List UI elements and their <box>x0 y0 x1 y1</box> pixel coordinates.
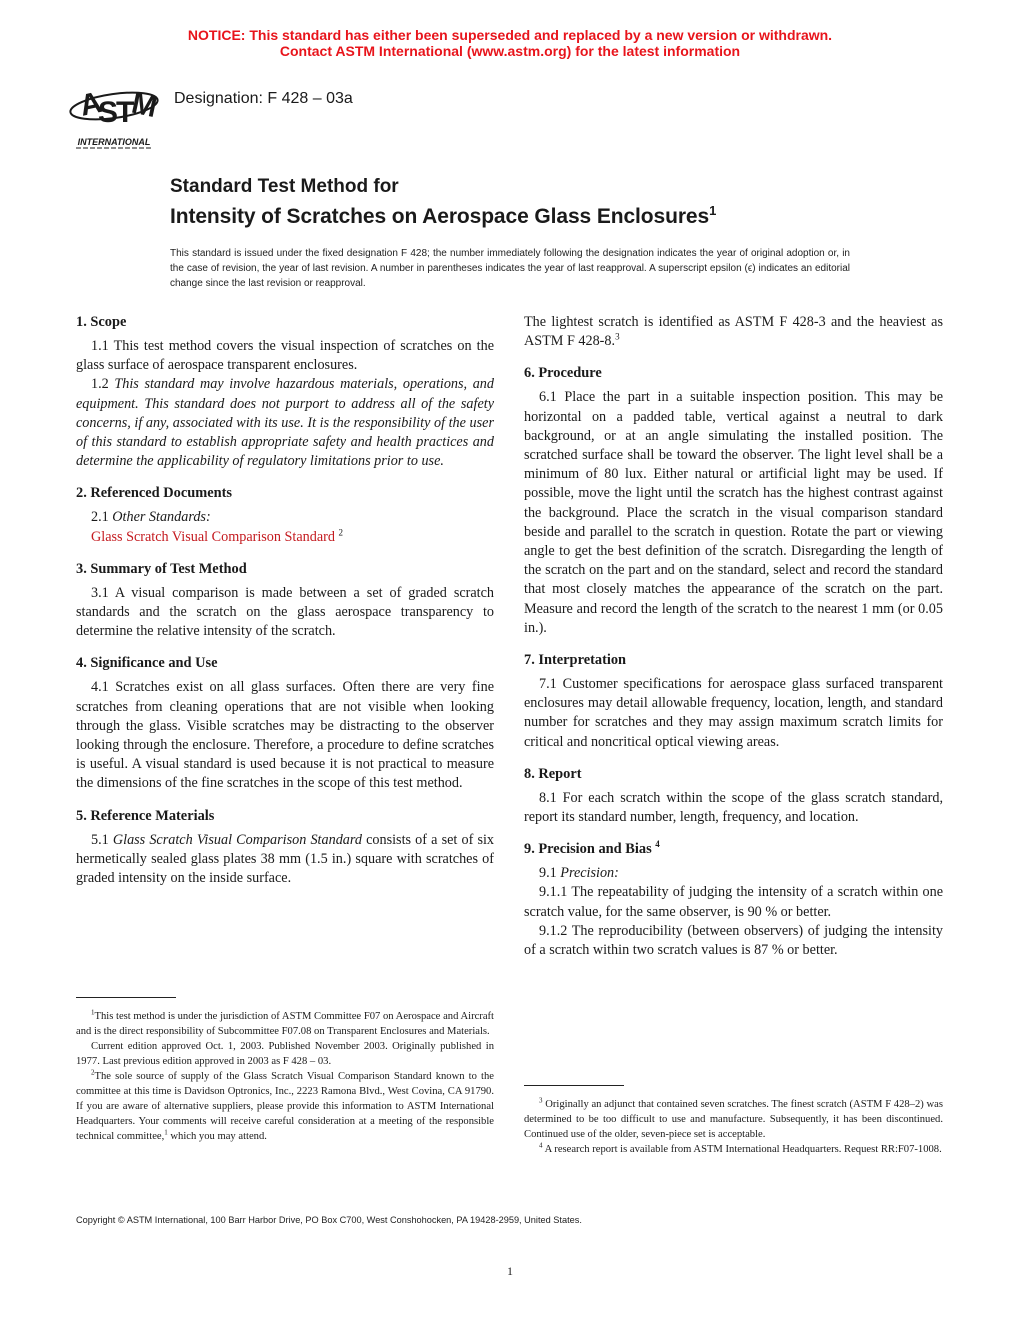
right-column <box>524 313 943 973</box>
paragraph-5-1-continued: The lightest scratch is identified as ASTM F 428-3 and the heaviest as ASTM F 428-8.$^3$ <box>524 314 943 350</box>
svg-text:T: T <box>116 96 135 129</box>
section-reference-materials <box>76 807 494 889</box>
section-heading: 8. Report <box>524 765 582 782</box>
svg-text:A: A <box>76 85 105 123</box>
footnote-4: $^4$ A research report is available from ASTM International Headquarters. Request RR:F07-1008. <box>539 1141 942 1155</box>
paragraph-7-1: 7.1 Customer specifications for aerospace glass surfaced transparent enclosures may detail allowable frequency, location, length, and standard number for scratches and they may assign maximum scratch limits for critical and noncritical optical viewing areas. <box>524 676 943 750</box>
footnote-3: $^3$ Originally an adjunct that contained seven scratches. The finest scratch (ASTM F 428–2) was determined to be too difficult to use and manufacture. Subsequently, it has been discontinued. Continued use of the older, seven-piece set is acceptable. <box>524 1096 943 1140</box>
section-reference-materials-cont <box>524 313 943 351</box>
section-significance <box>76 654 494 793</box>
intro-paragraph: This standard is issued under the fixed designation F 428; the number immediately following the designation indicates the year of original adoption or, in the case of revision, the year of last revision. A number in parentheses indicates the year of last reapproval. A superscript epsilon (ϵ) indicates an editorial change since the last revision or reapproval. <box>170 248 850 289</box>
paragraph-4-1: 4.1 Scratches exist on all glass surfaces. Often there are very fine scratches from cleaning operations that are not visible when looking through the glass. Visible scratches may be distracting to the observer looking through the enclosure. Therefore, a procedure to define scratches is useful. A visual standard is used because it is not practical to measure the dimensions of the fine scratches in the scope of this test method. <box>76 679 494 792</box>
svg-text:INTERNATIONAL: INTERNATIONAL <box>77 137 151 147</box>
paragraph-6-1: 6.1 Place the part in a suitable inspection position. This may be horizontal on a padded table, vertical against a neutral to dark background, or at an angle simulating the installed position. The scratched surface shall be toward the observer. The light level shall be a minimum of 80 lux. Either natural or artificial light may be used. If possible, move the light until the scratch has the highest contrast against the background. Place the scratch in the visual comparison standard beside and parallel to the scratch in question. Rotate the part or viewing angle to get the best definition of the scratch. Disregarding the length of the scratch on the part and on the standard, select and record the standard that most closely matches the appearance of the scratch on the part. Measure and record the length of the scratch to the nearest 1 mm (or 0.05 in.). <box>524 389 943 636</box>
notice-line-2: Contact ASTM International (www.astm.org) for the latest information <box>279 43 741 59</box>
page-number: 1 <box>507 1264 513 1278</box>
footnote-1: $^1$This test method is under the jurisdiction of ASTM Committee F07 on Aerospace and Aircraft and is the direct responsibility of Subcommittee F07.08 on Transparent Enclosures and Materials. <box>76 1008 494 1037</box>
title-line-1: Standard Test Method for <box>170 176 399 197</box>
paragraph-5-1: 5.1 Glass Scratch Visual Comparison Standard consists of a set of six hermetically sealed glass plates 38 mm (1.5 in.) square with scratches of graded intensity on the inside surface. <box>76 831 494 887</box>
paragraph-9-1-2: 9.1.2 The reproducibility (between observers) of judging the intensity of a scratch within two scratch values is 87 % or better. <box>524 922 943 959</box>
section-heading: 9. Precision and Bias $^4$ <box>524 839 660 858</box>
astm-logo-icon <box>66 74 162 150</box>
section-heading: 2. Referenced Documents <box>76 485 232 502</box>
section-heading: 1. Scope <box>76 314 127 330</box>
section-scope <box>76 313 494 471</box>
section-heading: 6. Procedure <box>524 365 602 382</box>
designation: Designation: F 428 – 03a <box>174 90 353 107</box>
notice-line-1: NOTICE: This standard has either been superseded and replaced by a new version or withdrawn. <box>187 27 833 43</box>
paragraph-9-1: 9.1 Precision: <box>539 865 619 882</box>
copyright-line: Copyright © ASTM International, 100 Barr Harbor Drive, PO Box C700, West Conshohocken, PA 19428-2959, United States. <box>76 1215 582 1225</box>
paragraph-3-1: 3.1 A visual comparison is made between a set of graded scratch standards and the scratch on the glass aerospace transparency to determine the relative intensity of the scratch. <box>76 584 494 640</box>
title-footnote-ref[interactable]: 1 <box>709 203 717 218</box>
section-procedure <box>524 364 943 638</box>
footnote-2: $^2$The sole source of supply of the Glass Scratch Visual Comparison Standard known to the committee at this time is Davidson Optronics, Inc., 2223 Ramona Blvd., West Covina, CA 91790. If you are aware of alternative suppliers, please provide this information to ASTM International Headquarters. Your comments will receive careful consideration at a meeting of the responsible technical committee,$^1$ which you may attend. <box>76 1068 494 1142</box>
title-line-2: Intensity of Scratches on Aerospace Glass Enclosures$^1$ <box>170 203 717 228</box>
reference-link[interactable]: Glass Scratch Visual Comparison Standard $^2$ <box>91 526 344 545</box>
section-summary <box>76 560 494 642</box>
footnote-divider <box>524 1085 624 1086</box>
footnote-1b: Current edition approved Oct. 1, 2003. Published November 2003. Originally published in 1977. Last previous edition approved in 2003 as F 428 – 03. <box>76 1041 494 1067</box>
footnotes-right <box>524 1085 943 1157</box>
paragraph-2-1: 2.1 Other Standards: <box>91 509 211 526</box>
svg-text:S: S <box>98 96 119 129</box>
footnotes-left <box>76 997 494 1144</box>
footnote-divider <box>76 997 176 998</box>
svg-text:M: M <box>128 86 160 125</box>
section-heading: 5. Reference Materials <box>76 807 215 824</box>
section-referenced-documents <box>76 484 494 546</box>
section-interpretation <box>524 651 943 752</box>
paragraph-1-1: 1.1 This test method covers the visual inspection of scratches on the glass surface of aerospace transparent enclosures. <box>76 338 494 374</box>
section-heading: 4. Significance and Use <box>76 655 218 672</box>
section-heading: 7. Interpretation <box>524 652 627 669</box>
paragraph-9-1-1: 9.1.1 The repeatability of judging the intensity of a scratch within one scratch value, for the same observer, is 90 % or better. <box>524 884 943 920</box>
withdrawn-notice <box>0 27 1020 59</box>
left-column <box>76 313 494 901</box>
paragraph-1-2: 1.2 This standard may involve hazardous materials, operations, and equipment. This standard does not purport to address all of the safety concerns, if any, associated with its use. It is the responsibility of the user of this standard to establish appropriate safety and health practices and determine the applicability of regulatory limitations prior to use. <box>76 376 494 470</box>
section-heading: 3. Summary of Test Method <box>76 560 247 577</box>
paragraph-8-1: 8.1 For each scratch within the scope of the glass scratch standard, report its standard number, length, frequency, and location. <box>524 789 943 826</box>
section-report <box>524 765 943 827</box>
section-precision-bias <box>524 840 943 960</box>
document-title <box>170 176 716 230</box>
